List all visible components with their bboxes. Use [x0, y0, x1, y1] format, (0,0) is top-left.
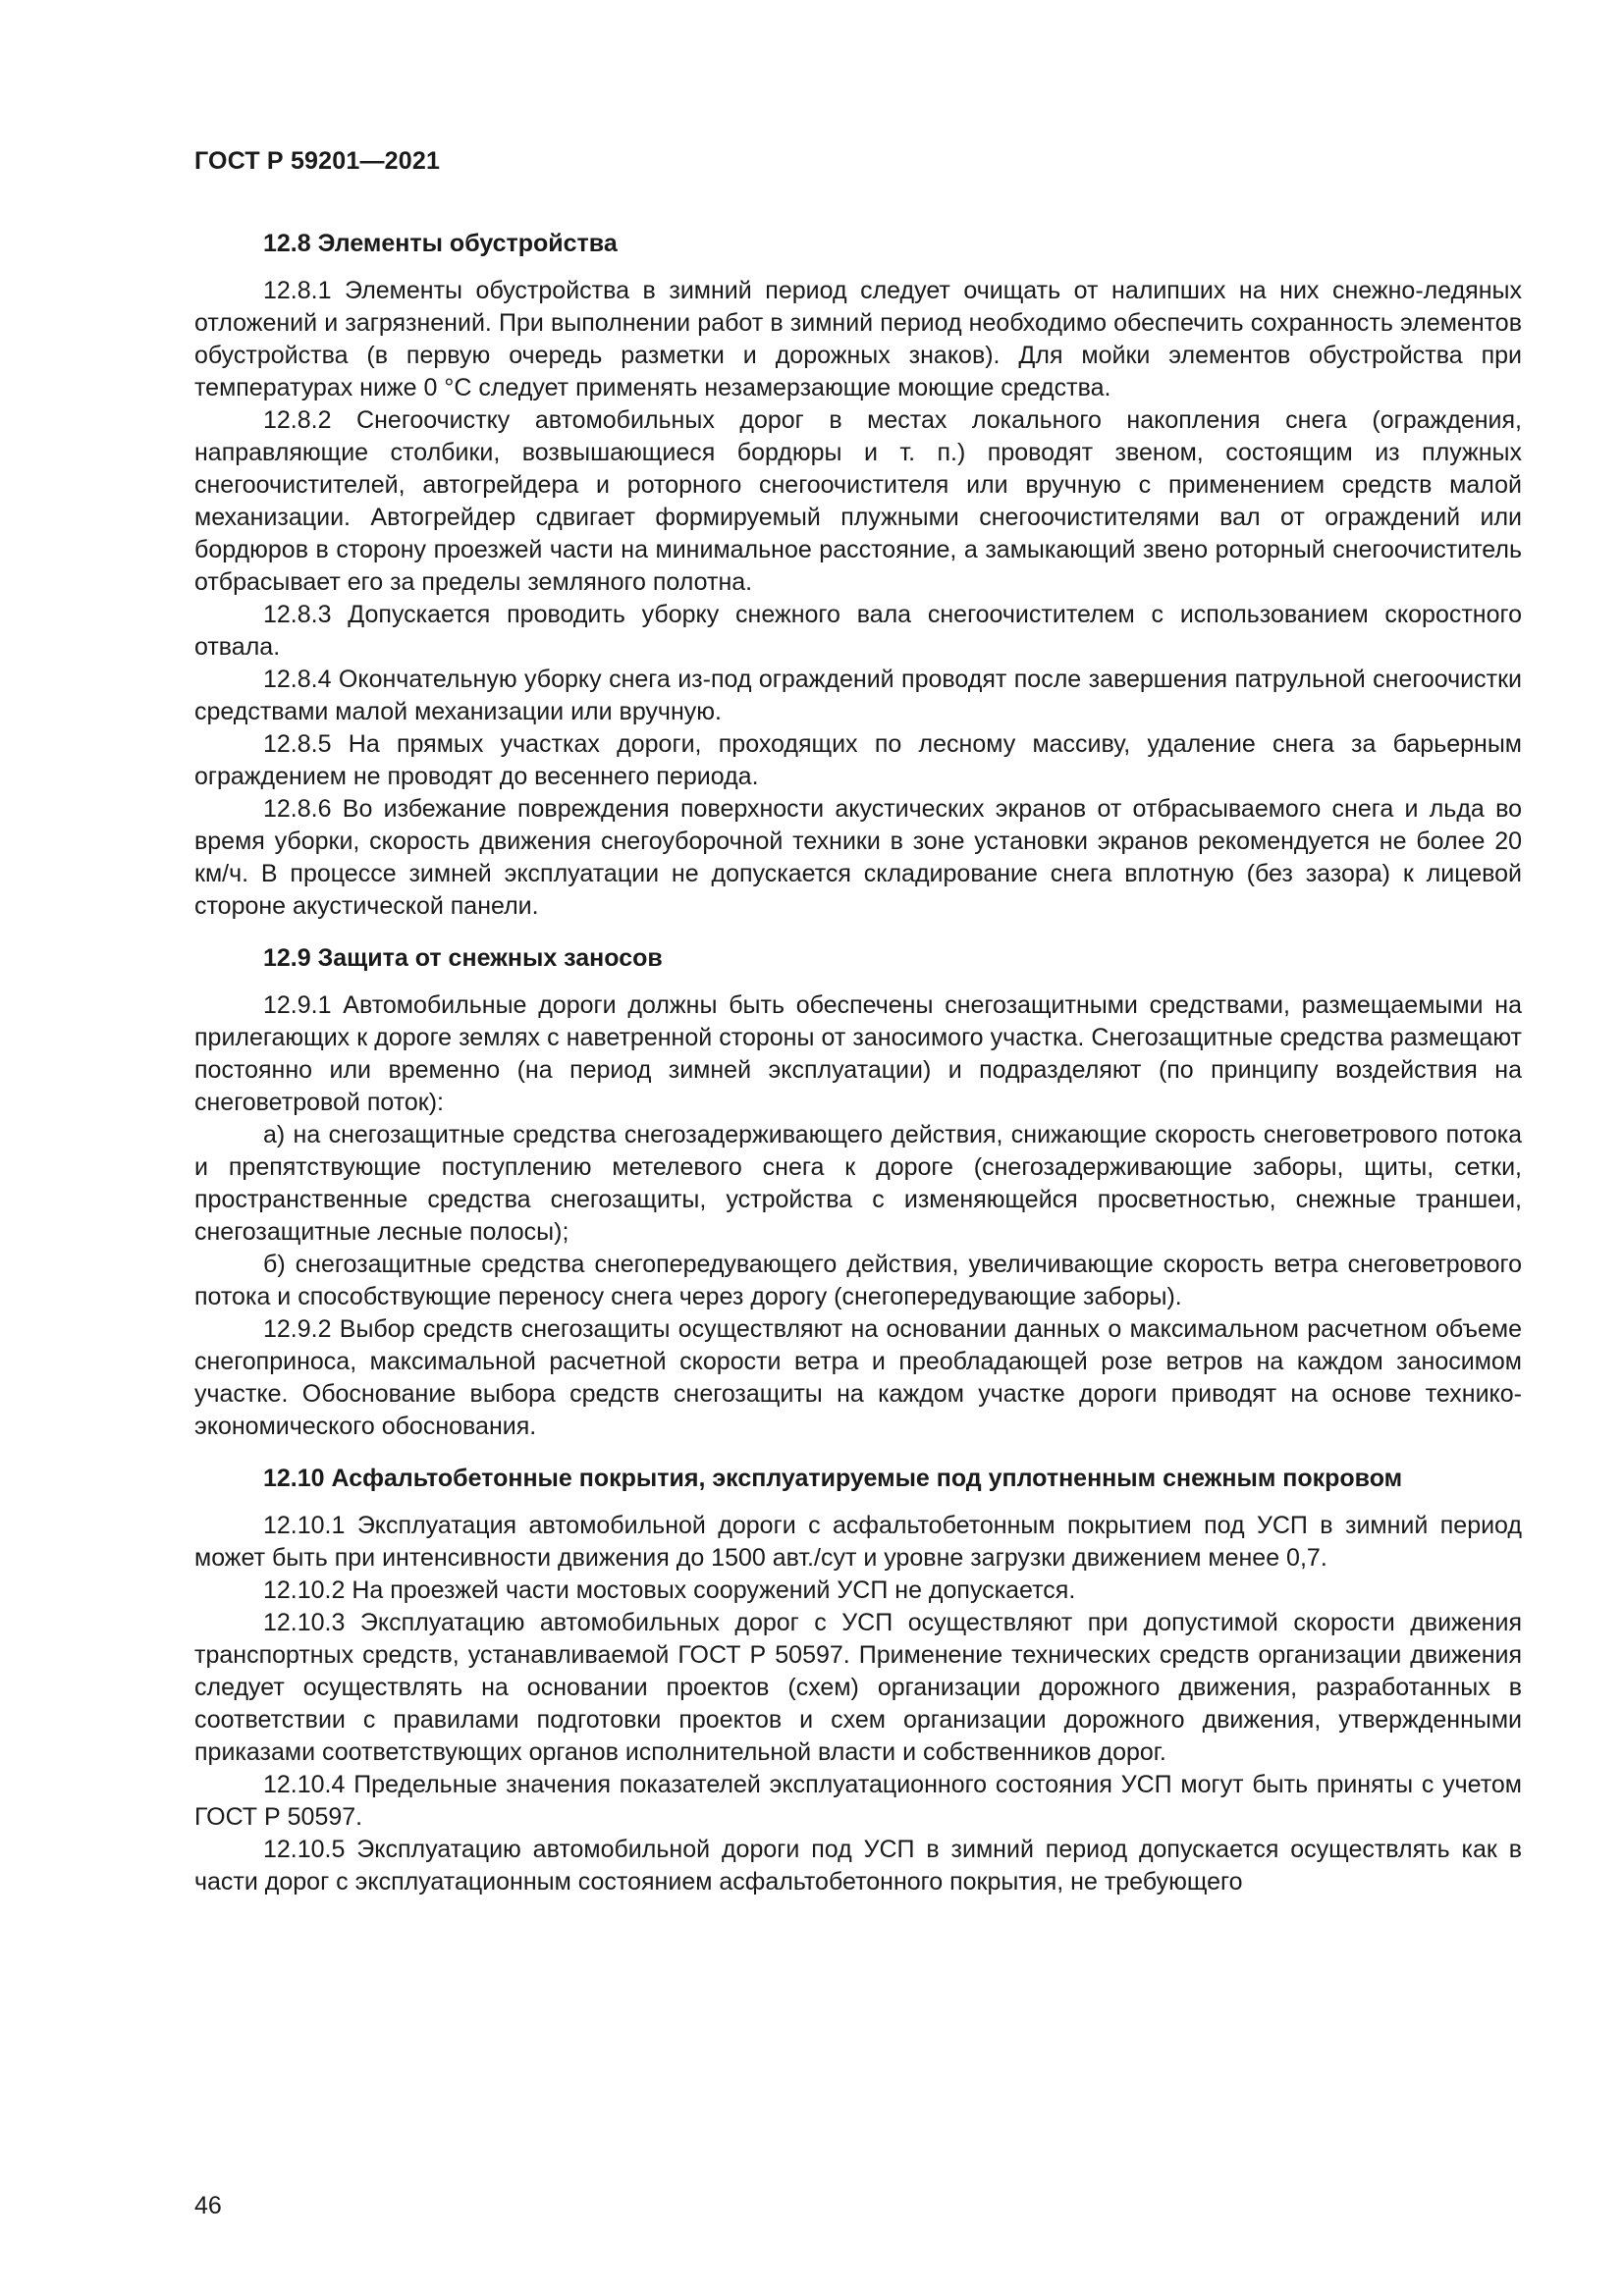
section-title: 12.8 Элементы обустройства: [263, 230, 618, 257]
paragraph: 12.8.3 Допускается проводить уборку снежного вала снегоочистителем с использованием скоростного отвала.: [194, 601, 1522, 661]
paragraph: 12.8.5 На прямых участках дороги, проходящих по лесному массиву, удаление снега за барьерным ограждением не проводят до весеннего периода.: [194, 730, 1522, 790]
paragraph: 12.10.2 На проезжей части мостовых сооружений УСП не допускается.: [263, 1576, 1076, 1604]
document-code: ГОСТ Р 59201—2021: [194, 147, 441, 175]
section-12-9: [194, 942, 1522, 1443]
paragraph: 12.8.1 Элементы обустройства в зимний период следует очищать от налипших на них снежно-ледяных отложений и загрязнений. При выполнении работ в зимний период необходимо обеспечить сохранность элементов обустройства (в первую очередь разметки и дорожных знаков). Для мойки элементов обустройства при температурах ниже 0 °С следует применять незамерзающие моющие средства.: [194, 277, 1522, 401]
paragraph: 12.9.1 Автомобильные дороги должны быть обеспечены снегозащитными средствами, размещаемыми на прилегающих к дороге землях с наветренной стороны от заносимого участка. Снегозащитные средства размещают постоянно или временно (на период зимней эксплуатации) и подразделяют (по принципу воздействия на снеговетровой поток):: [194, 991, 1522, 1116]
list-item: а) на снегозащитные средства снегозадерживающего действия, снижающие скорость снеговетрового потока и препятствующие поступлению метелевого снега к дороге (снегозадерживающие заборы, щиты, сетки, пространственные средства снегозащиты, устройства с изменяющейся просветностью, снежные траншеи, снегозащитные лесные полосы);: [194, 1121, 1522, 1246]
page-number: 46: [194, 2192, 222, 2219]
document-body: [194, 228, 1522, 1918]
paragraph: 12.10.4 Предельные значения показателей эксплуатационного состояния УСП могут быть приняты с учетом ГОСТ Р 50597.: [194, 1771, 1522, 1831]
section-12-10: [194, 1463, 1522, 1898]
paragraph: 12.8.6 Во избежание повреждения поверхности акустических экранов от отбрасываемого снега и льда во время уборки, скорость движения снегоуборочной техники в зоне установки экранов рекомендуется не более 20 км/ч. В процессе зимней эксплуатации не допускается складирование снега вплотную (без зазора) к лицевой стороне акустической панели.: [194, 795, 1522, 920]
section-12-8: [194, 228, 1522, 923]
paragraph: 12.8.4 Окончательную уборку снега из-под ограждений проводят после завершения патрульной снегоочистки средствами малой механизации или вручную.: [194, 666, 1522, 725]
paragraph: 12.10.1 Эксплуатация автомобильной дороги с асфальтобетонным покрытием под УСП в зимний период может быть при интенсивности движения до 1500 авт./сут и уровне загрузки движением менее 0,7.: [194, 1512, 1522, 1572]
paragraph: 12.9.2 Выбор средств снегозащиты осуществляют на основании данных о максимальном расчетном объеме снегоприноса, максимальной расчетной скорости ветра и преобладающей розе ветров на каждом заносимом участке. Обоснование выбора средств снегозащиты на каждом участке дороги приводят на основе технико-экономического обоснования.: [194, 1315, 1522, 1440]
paragraph: 12.10.5 Эксплуатацию автомобильной дороги под УСП в зимний период допускается осуществлять как в части дорог с эксплуатационным состоянием асфальтобетонного покрытия, не требующего: [194, 1836, 1522, 1896]
section-title: 12.9 Защита от снежных заносов: [263, 944, 663, 972]
paragraph: 12.8.2 Снегоочистку автомобильных дорог в местах локального накопления снега (ограждения, направляющие столбики, возвышающиеся бордюры и т. п.) проводят звеном, состоящим из плужных снегоочистителей, автогрейдера и роторного снегоочистителя или вручную с применением средств малой механизации. Автогрейдер сдвигает формируемый плужными снегоочистителями вал от ограждений или бордюров в сторону проезжей части на минимальное расстояние, а замыкающий звено роторный снегоочиститель отбрасывает его за пределы земляного полотна.: [194, 406, 1522, 596]
paragraph: 12.10.3 Эксплуатацию автомобильных дорог с УСП осуществляют при допустимой скорости движения транспортных средств, устанавливаемой ГОСТ Р 50597. Применение технических средств организации движения следует осуществлять на основании проектов (схем) организации дорожного движения, разработанных в соответствии с правилами подготовки проектов и схем организации дорожного движения, утвержденными приказами соответствующих органов исполнительной власти и собственников дорог.: [194, 1609, 1522, 1766]
section-title: 12.10 Асфальтобетонные покрытия, эксплуатируемые под уплотненным снежным покровом: [263, 1465, 1403, 1492]
list-item: б) снегозащитные средства снегопередувающего действия, увеличивающие скорость ветра снеговетрового потока и способствующие переносу снега через дорогу (снегопередувающие заборы).: [194, 1251, 1522, 1310]
